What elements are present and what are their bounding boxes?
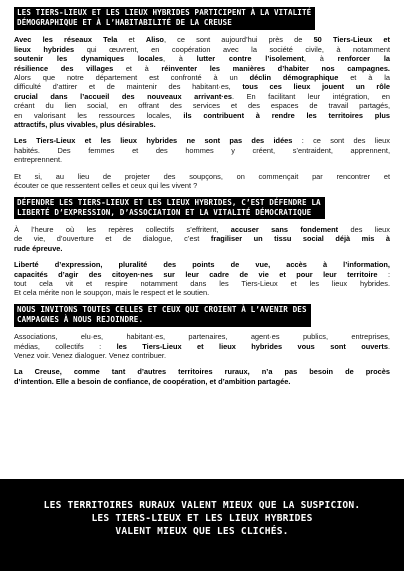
text-line: [14, 146, 390, 155]
text-line: [14, 270, 390, 279]
heading-line: CAMPAGNES À NOUS REJOINDRE.: [17, 315, 144, 325]
text-line: [14, 111, 390, 120]
bold-text: résilience des villages: [14, 63, 114, 73]
paragraph: [14, 35, 390, 129]
text-line: [14, 101, 390, 110]
text-line: [14, 288, 390, 297]
bold-text: tous ces lieux jouent un rôle: [242, 82, 390, 92]
text: Et cela mérite non le soupçon, mais le respect et le soutien.: [14, 288, 210, 298]
text-line: [14, 45, 390, 54]
text: Et si, au lieu de projeter des soupçons, on commençait par rencontrer et: [14, 171, 390, 181]
text-line: [14, 35, 390, 44]
section-1: [14, 7, 390, 191]
bold-text: fragiliser un tissu social déjà mis à: [210, 234, 391, 244]
text-line: [14, 377, 390, 386]
bold-text: d’intention. Elle a besoin de confiance, de coopération, et d’ambition partagée.: [14, 376, 291, 386]
document-body: [14, 7, 390, 392]
section-3: [14, 304, 390, 386]
paragraph: [14, 172, 390, 191]
bold-text: La Creuse, comme tant d’autres territoires ruraux, n’a pas besoin de procès: [14, 367, 390, 377]
heading-line: DÉFENDRE LES TIERS-LIEUX ET LES LIEUX HYBRIDES, C’EST DÉFENDRE LA: [17, 197, 321, 207]
bold-text: les Tiers-Lieux et lieux hybrides vous sont ouverts: [116, 341, 388, 351]
text: créant du lien social, en offrant des services et des espaces de travail partagés,: [14, 101, 390, 111]
text: entreprennent.: [14, 155, 63, 165]
bold-text: rude épreuve.: [14, 243, 63, 253]
footer-line: LES TIERS-LIEUX ET LES LIEUX HYBRIDES: [91, 513, 313, 524]
bold-text: lutter contre l’isolement: [196, 54, 304, 64]
text: médias, collectifs :: [14, 341, 117, 351]
text: et à: [113, 63, 162, 73]
text-line: [14, 120, 390, 129]
section-heading: [14, 304, 311, 327]
bold-text: Aliso: [145, 35, 164, 45]
text-line: [14, 342, 390, 351]
text: de vie, d’ouverture et de dialogue, c’est: [14, 234, 211, 244]
text-line: [14, 244, 390, 253]
text: des lieux: [338, 224, 390, 234]
text: , à: [162, 54, 197, 64]
text: qui œuvrent, en coopération avec la société civile, à notamment: [74, 44, 390, 54]
text-line: [14, 73, 390, 82]
footer-line: VALENT MIEUX QUE LES CLICHÉS.: [115, 526, 289, 537]
text: . En facilitant leur intégration, en: [231, 91, 390, 101]
footer-line: LES TERRITOIRES RURAUX VALENT MIEUX QUE LA SUSPICION.: [43, 500, 361, 511]
paragraph: [14, 332, 390, 360]
text-line: [14, 351, 390, 360]
bold-text: ils contribuent à rendre les territoires plus: [183, 110, 390, 120]
text: , ce sont aujourd’hui près de: [163, 35, 314, 45]
text: Venez voir. Venez dialoguer. Venez contribuer.: [14, 350, 167, 360]
text-line: [14, 92, 390, 101]
text: , à: [303, 54, 338, 64]
heading-line: LES TIERS-LIEUX ET LES LIEUX HYBRIDES PARTICIPENT À LA VITALITÉ: [17, 8, 312, 17]
paragraph: [14, 225, 390, 253]
bold-text: réinventer les manières d’habiter nos campagnes.: [161, 63, 390, 73]
text-line: [14, 367, 390, 376]
bold-text: attractifs, plus vivables, plus désirables.: [14, 120, 156, 130]
bold-text: crucial dans l’accueil des nouveaux arrivant·es: [14, 91, 232, 101]
paragraph: [14, 136, 390, 164]
bold-text: lieux hybrides: [14, 44, 75, 54]
text: :: [377, 269, 391, 279]
text: et: [117, 35, 146, 45]
bold-text: Liberté d’expression, pluralité des points de vue, accès à l’information,: [14, 260, 390, 270]
text-line: [14, 64, 390, 73]
bold-text: accuser sans fondement: [230, 224, 339, 234]
text: .: [387, 341, 390, 351]
text-line: [14, 260, 390, 269]
text: Alors que notre département est confronté à un: [14, 73, 250, 83]
text-line: [14, 225, 390, 234]
heading-line: LIBERTÉ D’EXPRESSION, D’ASSOCIATION ET LA VITALITÉ DÉMOCRATIQUE: [17, 207, 312, 217]
text: Associations, elu·es, habitant·es, partenaires, agent·es publics, entreprises,: [14, 332, 390, 342]
text-line: [14, 172, 390, 181]
text-line: [14, 234, 390, 243]
bold-text: déclin démographique: [249, 73, 339, 83]
bold-text: renforcer la: [337, 54, 390, 64]
text: : ce sont des lieux: [292, 136, 390, 146]
text: À l’heure où les repères collectifs s’effritent,: [14, 224, 231, 234]
paragraph: [14, 260, 390, 298]
text-line: [14, 82, 390, 91]
text-line: [14, 155, 390, 164]
bold-text: soutenir les dynamiques locales: [14, 54, 163, 64]
heading-line: DÉMOGRAPHIQUE ET À L’HABITABILITÉ DE LA CREUSE: [17, 18, 232, 28]
text: et à la: [338, 73, 391, 83]
text: tout cela vit et respire notamment dans les Tiers-Lieux et les lieux hybrides.: [14, 278, 390, 288]
heading-line: NOUS INVITONS TOUTES CELLES ET CEUX QUI CROIENT À L’AVENIR DES: [17, 304, 307, 314]
text-line: [14, 181, 390, 190]
text-line: [14, 136, 390, 145]
text-line: [14, 54, 390, 63]
footer-banner: [0, 479, 404, 571]
text: habités. Des femmes et des hommes y créent, s’entraident, apprennent,: [14, 145, 390, 155]
bold-text: capacités d’agir des citoyen·nes sur leur cadre de vie et pour leur territoire: [14, 269, 378, 279]
bold-text: Avec les réseaux Tela: [14, 35, 118, 45]
paragraph: [14, 367, 390, 386]
section-heading: [14, 7, 315, 30]
text-line: [14, 332, 390, 341]
text: en valorisant les ressources locales,: [14, 110, 184, 120]
section-heading: [14, 197, 325, 220]
bold-text: Les Tiers-Lieux et les lieux hybrides ne sont pas des idées: [14, 136, 293, 146]
section-2: [14, 197, 390, 298]
text-line: [14, 279, 390, 288]
text: écouter ce que ressentent celles et ceux qui les vivent ?: [14, 181, 198, 191]
text: difficulté d’attirer et de maintenir des habitant·es,: [14, 82, 243, 92]
bold-text: 50 Tiers-Lieux et: [313, 35, 390, 45]
